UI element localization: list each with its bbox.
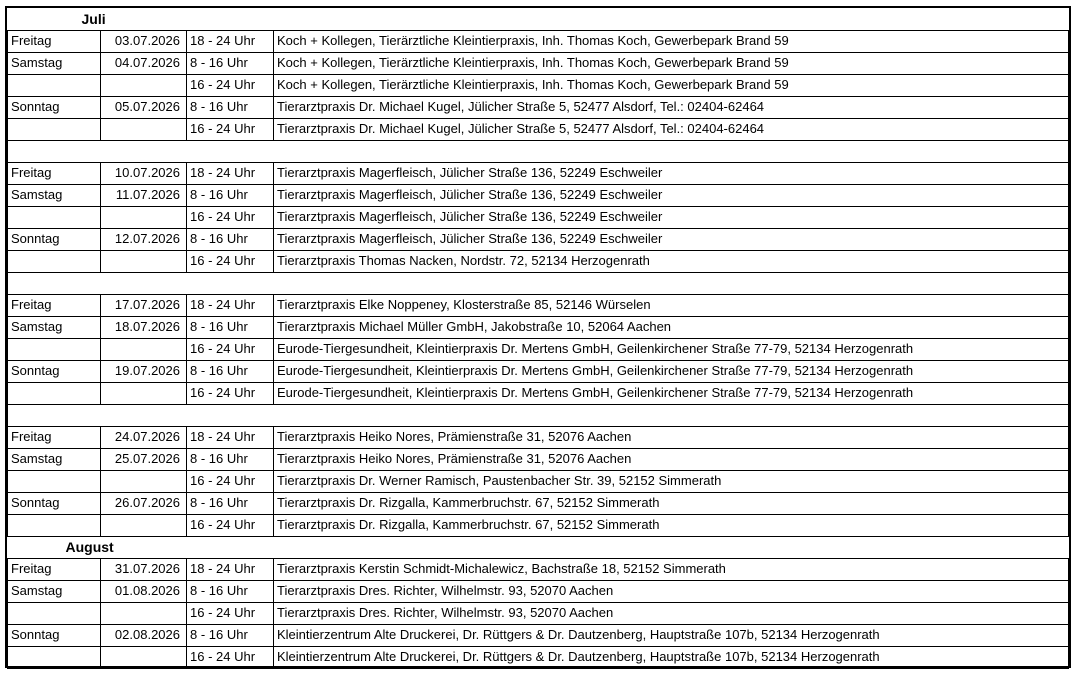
date-cell bbox=[101, 338, 187, 360]
practice-cell: Koch + Kollegen, Tierärztliche Kleintierpraxis, Inh. Thomas Koch, Gewerbepark Brand 59 bbox=[274, 52, 1069, 74]
date-cell: 25.07.2026 bbox=[101, 448, 187, 470]
time-slot-cell: 16 - 24 Uhr bbox=[187, 382, 274, 404]
time-slot-cell: 16 - 24 Uhr bbox=[187, 470, 274, 492]
practice-cell: Kleintierzentrum Alte Druckerei, Dr. Rüttgers & Dr. Dautzenberg, Hauptstraße 107b, 52134 Herzogenrath bbox=[274, 624, 1069, 646]
weekday-cell bbox=[8, 250, 101, 272]
date-cell bbox=[101, 118, 187, 140]
week-separator-cell bbox=[8, 140, 1069, 162]
weekday-cell: Samstag bbox=[8, 52, 101, 74]
practice-cell: Tierarztpraxis Dres. Richter, Wilhelmstr. 93, 52070 Aachen bbox=[274, 602, 1069, 624]
weekday-cell: Sonntag bbox=[8, 360, 101, 382]
weekday-cell: Samstag bbox=[8, 184, 101, 206]
time-slot-cell: 8 - 16 Uhr bbox=[187, 52, 274, 74]
time-slot-cell: 8 - 16 Uhr bbox=[187, 624, 274, 646]
time-slot-cell: 16 - 24 Uhr bbox=[187, 646, 274, 668]
time-slot-cell: 8 - 16 Uhr bbox=[187, 448, 274, 470]
date-cell: 18.07.2026 bbox=[101, 316, 187, 338]
weekday-cell: Samstag bbox=[8, 316, 101, 338]
schedule-body bbox=[8, 8, 1069, 668]
practice-cell: Tierarztpraxis Thomas Nacken, Nordstr. 72, 52134 Herzogenrath bbox=[274, 250, 1069, 272]
practice-cell: Tierarztpraxis Elke Noppeney, Klosterstraße 85, 52146 Würselen bbox=[274, 294, 1069, 316]
weekday-cell: Freitag bbox=[8, 162, 101, 184]
practice-cell: Tierarztpraxis Heiko Nores, Prämienstraße 31, 52076 Aachen bbox=[274, 426, 1069, 448]
table-row bbox=[8, 184, 1069, 206]
table-row bbox=[8, 118, 1069, 140]
time-slot-cell: 18 - 24 Uhr bbox=[187, 426, 274, 448]
table-row bbox=[8, 580, 1069, 602]
time-slot-cell: 8 - 16 Uhr bbox=[187, 228, 274, 250]
time-slot-cell: 8 - 16 Uhr bbox=[187, 360, 274, 382]
practice-cell: Tierarztpraxis Dres. Richter, Wilhelmstr. 93, 52070 Aachen bbox=[274, 580, 1069, 602]
month-label: Juli bbox=[8, 8, 101, 30]
practice-cell: Tierarztpraxis Dr. Michael Kugel, Jülicher Straße 5, 52477 Alsdorf, Tel.: 02404-62464 bbox=[274, 118, 1069, 140]
practice-cell: Eurode-Tiergesundheit, Kleintierpraxis Dr. Mertens GmbH, Geilenkirchener Straße 77-79, 52134 Herzogenrath bbox=[274, 382, 1069, 404]
time-slot-cell: 8 - 16 Uhr bbox=[187, 184, 274, 206]
weekday-cell: Freitag bbox=[8, 558, 101, 580]
date-cell bbox=[101, 206, 187, 228]
time-slot-cell: 8 - 16 Uhr bbox=[187, 580, 274, 602]
time-slot-cell: 18 - 24 Uhr bbox=[187, 30, 274, 52]
table-row bbox=[8, 30, 1069, 52]
table-row bbox=[8, 228, 1069, 250]
table-row bbox=[8, 316, 1069, 338]
date-cell: 05.07.2026 bbox=[101, 96, 187, 118]
weekday-cell bbox=[8, 646, 101, 668]
time-slot-cell: 18 - 24 Uhr bbox=[187, 558, 274, 580]
weekday-cell: Sonntag bbox=[8, 228, 101, 250]
time-slot-cell: 16 - 24 Uhr bbox=[187, 74, 274, 96]
table-row bbox=[8, 646, 1069, 668]
month-header-fill bbox=[101, 8, 1069, 30]
weekday-cell: Freitag bbox=[8, 426, 101, 448]
weekday-cell bbox=[8, 382, 101, 404]
time-slot-cell: 18 - 24 Uhr bbox=[187, 162, 274, 184]
date-cell: 03.07.2026 bbox=[101, 30, 187, 52]
time-slot-cell: 16 - 24 Uhr bbox=[187, 514, 274, 536]
table-row bbox=[8, 448, 1069, 470]
month-label: August bbox=[8, 536, 101, 558]
time-slot-cell: 16 - 24 Uhr bbox=[187, 338, 274, 360]
table-row bbox=[8, 294, 1069, 316]
date-cell bbox=[101, 514, 187, 536]
time-slot-cell: 16 - 24 Uhr bbox=[187, 206, 274, 228]
weekday-cell bbox=[8, 514, 101, 536]
date-cell: 01.08.2026 bbox=[101, 580, 187, 602]
table-row bbox=[8, 52, 1069, 74]
week-separator-row bbox=[8, 404, 1069, 426]
practice-cell: Eurode-Tiergesundheit, Kleintierpraxis Dr. Mertens GmbH, Geilenkirchener Straße 77-79, 52134 Herzogenrath bbox=[274, 338, 1069, 360]
time-slot-cell: 8 - 16 Uhr bbox=[187, 96, 274, 118]
date-cell: 10.07.2026 bbox=[101, 162, 187, 184]
practice-cell: Koch + Kollegen, Tierärztliche Kleintierpraxis, Inh. Thomas Koch, Gewerbepark Brand 59 bbox=[274, 74, 1069, 96]
week-separator-cell bbox=[8, 404, 1069, 426]
practice-cell: Tierarztpraxis Magerfleisch, Jülicher Straße 136, 52249 Eschweiler bbox=[274, 206, 1069, 228]
table-row bbox=[8, 470, 1069, 492]
time-slot-cell: 18 - 24 Uhr bbox=[187, 294, 274, 316]
date-cell: 26.07.2026 bbox=[101, 492, 187, 514]
table-row bbox=[8, 96, 1069, 118]
date-cell: 12.07.2026 bbox=[101, 228, 187, 250]
date-cell bbox=[101, 250, 187, 272]
date-cell bbox=[101, 646, 187, 668]
practice-cell: Kleintierzentrum Alte Druckerei, Dr. Rüttgers & Dr. Dautzenberg, Hauptstraße 107b, 52134 Herzogenrath bbox=[274, 646, 1069, 668]
date-cell: 17.07.2026 bbox=[101, 294, 187, 316]
practice-cell: Tierarztpraxis Dr. Michael Kugel, Jülicher Straße 5, 52477 Alsdorf, Tel.: 02404-62464 bbox=[274, 96, 1069, 118]
table-row bbox=[8, 514, 1069, 536]
time-slot-cell: 8 - 16 Uhr bbox=[187, 316, 274, 338]
time-slot-cell: 16 - 24 Uhr bbox=[187, 602, 274, 624]
weekday-cell bbox=[8, 602, 101, 624]
practice-cell: Tierarztpraxis Dr. Rizgalla, Kammerbruchstr. 67, 52152 Simmerath bbox=[274, 492, 1069, 514]
time-slot-cell: 8 - 16 Uhr bbox=[187, 492, 274, 514]
date-cell bbox=[101, 602, 187, 624]
practice-cell: Koch + Kollegen, Tierärztliche Kleintierpraxis, Inh. Thomas Koch, Gewerbepark Brand 59 bbox=[274, 30, 1069, 52]
date-cell: 04.07.2026 bbox=[101, 52, 187, 74]
table-row bbox=[8, 624, 1069, 646]
table-row bbox=[8, 338, 1069, 360]
weekday-cell: Freitag bbox=[8, 294, 101, 316]
table-row bbox=[8, 558, 1069, 580]
date-cell bbox=[101, 74, 187, 96]
date-cell bbox=[101, 382, 187, 404]
week-separator-cell bbox=[8, 272, 1069, 294]
table-row bbox=[8, 250, 1069, 272]
week-separator-row bbox=[8, 272, 1069, 294]
duty-schedule-table bbox=[7, 8, 1069, 669]
weekday-cell bbox=[8, 118, 101, 140]
weekday-cell bbox=[8, 74, 101, 96]
date-cell: 24.07.2026 bbox=[101, 426, 187, 448]
table-row bbox=[8, 162, 1069, 184]
weekday-cell: Samstag bbox=[8, 580, 101, 602]
weekday-cell bbox=[8, 338, 101, 360]
date-cell: 19.07.2026 bbox=[101, 360, 187, 382]
month-header-row bbox=[8, 8, 1069, 30]
month-header-fill bbox=[101, 536, 1069, 558]
date-cell: 11.07.2026 bbox=[101, 184, 187, 206]
practice-cell: Tierarztpraxis Dr. Rizgalla, Kammerbruchstr. 67, 52152 Simmerath bbox=[274, 514, 1069, 536]
weekday-cell: Sonntag bbox=[8, 96, 101, 118]
table-row bbox=[8, 206, 1069, 228]
practice-cell: Tierarztpraxis Magerfleisch, Jülicher Straße 136, 52249 Eschweiler bbox=[274, 162, 1069, 184]
month-header-row bbox=[8, 536, 1069, 558]
duty-schedule-sheet bbox=[5, 6, 1071, 668]
weekday-cell bbox=[8, 470, 101, 492]
table-row bbox=[8, 74, 1069, 96]
table-row bbox=[8, 382, 1069, 404]
table-row bbox=[8, 602, 1069, 624]
weekday-cell: Freitag bbox=[8, 30, 101, 52]
table-row bbox=[8, 426, 1069, 448]
practice-cell: Tierarztpraxis Michael Müller GmbH, Jakobstraße 10, 52064 Aachen bbox=[274, 316, 1069, 338]
table-row bbox=[8, 492, 1069, 514]
time-slot-cell: 16 - 24 Uhr bbox=[187, 118, 274, 140]
weekday-cell: Sonntag bbox=[8, 492, 101, 514]
week-separator-row bbox=[8, 140, 1069, 162]
practice-cell: Tierarztpraxis Kerstin Schmidt-Michalewicz, Bachstraße 18, 52152 Simmerath bbox=[274, 558, 1069, 580]
date-cell: 02.08.2026 bbox=[101, 624, 187, 646]
weekday-cell: Sonntag bbox=[8, 624, 101, 646]
practice-cell: Tierarztpraxis Magerfleisch, Jülicher Straße 136, 52249 Eschweiler bbox=[274, 228, 1069, 250]
weekday-cell bbox=[8, 206, 101, 228]
time-slot-cell: 16 - 24 Uhr bbox=[187, 250, 274, 272]
practice-cell: Eurode-Tiergesundheit, Kleintierpraxis Dr. Mertens GmbH, Geilenkirchener Straße 77-79, 52134 Herzogenrath bbox=[274, 360, 1069, 382]
practice-cell: Tierarztpraxis Magerfleisch, Jülicher Straße 136, 52249 Eschweiler bbox=[274, 184, 1069, 206]
date-cell: 31.07.2026 bbox=[101, 558, 187, 580]
weekday-cell: Samstag bbox=[8, 448, 101, 470]
date-cell bbox=[101, 470, 187, 492]
practice-cell: Tierarztpraxis Dr. Werner Ramisch, Paustenbacher Str. 39, 52152 Simmerath bbox=[274, 470, 1069, 492]
table-row bbox=[8, 360, 1069, 382]
practice-cell: Tierarztpraxis Heiko Nores, Prämienstraße 31, 52076 Aachen bbox=[274, 448, 1069, 470]
